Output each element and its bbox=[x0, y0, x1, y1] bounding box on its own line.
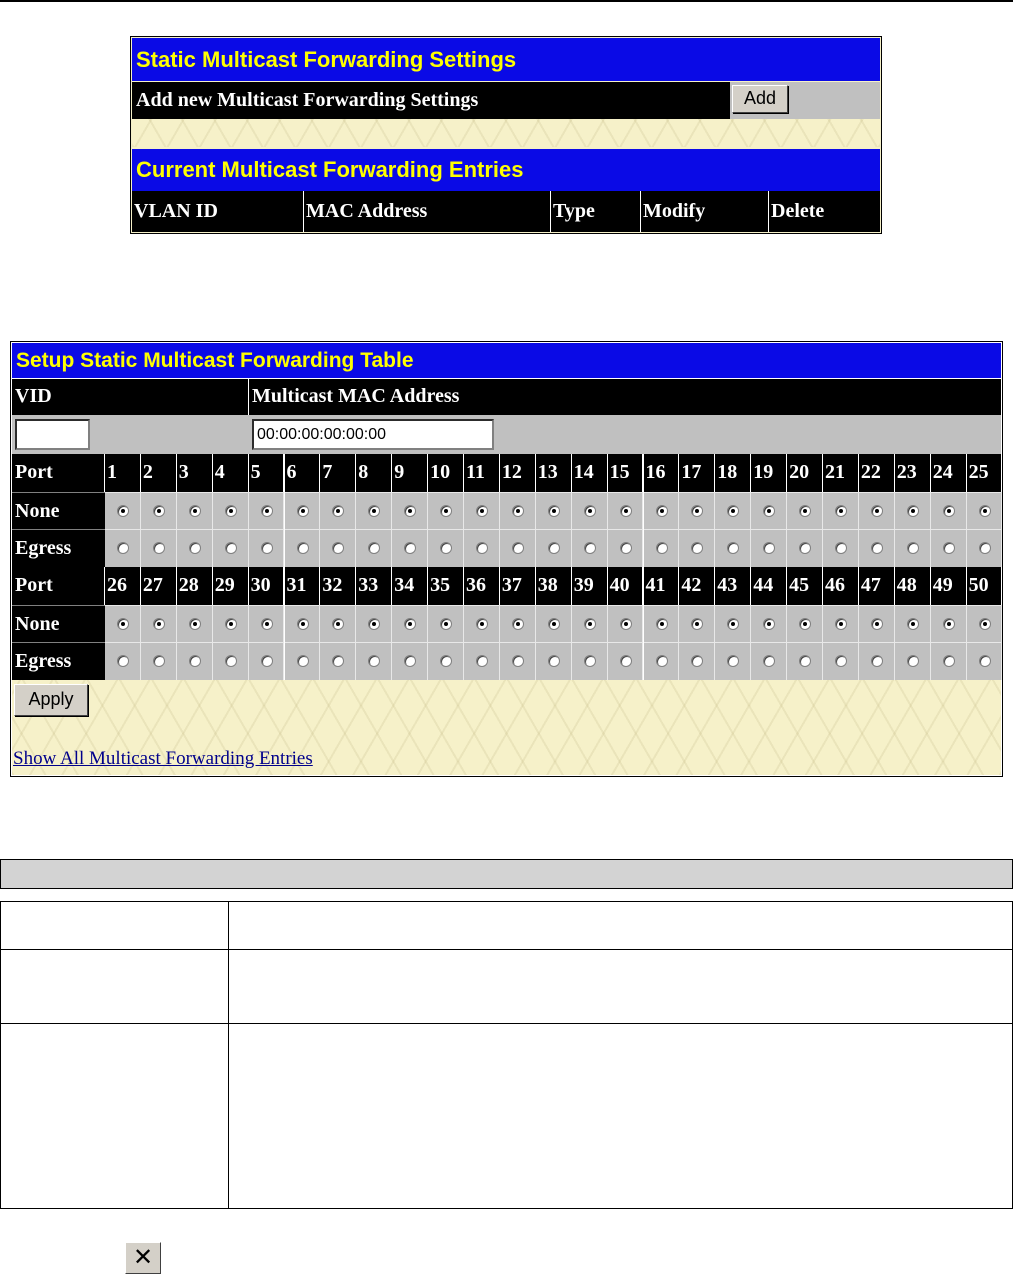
port-number: 37 bbox=[500, 567, 536, 605]
port-number: 42 bbox=[679, 567, 715, 605]
port-6-egress-radio[interactable] bbox=[297, 542, 309, 554]
port-number: 25 bbox=[967, 454, 1003, 492]
port-46-egress-radio[interactable] bbox=[835, 655, 847, 667]
port-number: 33 bbox=[356, 567, 392, 605]
port-13-none-radio[interactable] bbox=[548, 505, 560, 517]
port-12-egress-radio[interactable] bbox=[512, 542, 524, 554]
port-16-egress-radio[interactable] bbox=[656, 542, 668, 554]
port-42-none-radio[interactable] bbox=[691, 618, 703, 630]
port-number: 22 bbox=[859, 454, 895, 492]
port-number: 8 bbox=[356, 454, 392, 492]
port-37-egress-radio[interactable] bbox=[512, 655, 524, 667]
port-21-egress-radio[interactable] bbox=[835, 542, 847, 554]
port-number: 36 bbox=[464, 567, 500, 605]
port-47-egress-radio[interactable] bbox=[871, 655, 883, 667]
port-number: 28 bbox=[177, 567, 213, 605]
port-number: 41 bbox=[644, 567, 680, 605]
port-5-none-radio[interactable] bbox=[261, 505, 273, 517]
show-all-entries-link[interactable]: Show All Multicast Forwarding Entries bbox=[13, 748, 313, 769]
port-number: 34 bbox=[392, 567, 428, 605]
port-36-egress-radio[interactable] bbox=[476, 655, 488, 667]
port-48-none-radio[interactable] bbox=[907, 618, 919, 630]
col-modify: Modify bbox=[641, 191, 769, 232]
port-38-egress-radio[interactable] bbox=[548, 655, 560, 667]
port-18-none-radio[interactable] bbox=[727, 505, 739, 517]
port-27-none-radio[interactable] bbox=[153, 618, 165, 630]
port-31-none-radio[interactable] bbox=[297, 618, 309, 630]
port-number: 2 bbox=[141, 454, 177, 492]
port-number: 6 bbox=[285, 454, 321, 492]
port-number: 48 bbox=[895, 567, 931, 605]
port-number: 46 bbox=[823, 567, 859, 605]
port-12-none-radio[interactable] bbox=[512, 505, 524, 517]
add-settings-label: Add new Multicast Forwarding Settings bbox=[132, 82, 730, 119]
port-11-none-radio[interactable] bbox=[476, 505, 488, 517]
port-26-none-radio[interactable] bbox=[117, 618, 129, 630]
egress-row-label: Egress bbox=[12, 529, 105, 567]
port-31-egress-radio[interactable] bbox=[297, 655, 309, 667]
col-delete: Delete bbox=[771, 200, 825, 222]
port-number: 24 bbox=[931, 454, 967, 492]
port-9-none-radio[interactable] bbox=[404, 505, 416, 517]
port-1-egress-radio[interactable] bbox=[117, 542, 129, 554]
port-5-egress-radio[interactable] bbox=[261, 542, 273, 554]
mac-label: Multicast MAC Address bbox=[249, 379, 1001, 415]
input-row bbox=[12, 415, 1001, 454]
port-6-none-radio[interactable] bbox=[297, 505, 309, 517]
add-button-cell bbox=[730, 82, 880, 119]
apply-button[interactable]: Apply bbox=[14, 684, 88, 716]
port-number: 26 bbox=[105, 567, 141, 605]
port-15-none-radio[interactable] bbox=[620, 505, 632, 517]
port-25-none-radio[interactable] bbox=[979, 505, 991, 517]
col-type: Type bbox=[551, 191, 641, 232]
port-number: 49 bbox=[931, 567, 967, 605]
port-13-egress-radio[interactable] bbox=[548, 542, 560, 554]
port-number: 12 bbox=[500, 454, 536, 492]
port-number: 47 bbox=[859, 567, 895, 605]
port-14-none-radio[interactable] bbox=[584, 505, 596, 517]
port-37-none-radio[interactable] bbox=[512, 618, 524, 630]
port-number: 9 bbox=[392, 454, 428, 492]
port-number: 40 bbox=[608, 567, 644, 605]
port-50-none-radio[interactable] bbox=[979, 618, 991, 630]
port-number: 44 bbox=[751, 567, 787, 605]
port-1-none-radio[interactable] bbox=[117, 505, 129, 517]
port-4-none-radio[interactable] bbox=[225, 505, 237, 517]
port-22-egress-radio[interactable] bbox=[871, 542, 883, 554]
port-3-egress-radio[interactable] bbox=[189, 542, 201, 554]
port-41-egress-radio[interactable] bbox=[656, 655, 668, 667]
port-2-egress-radio[interactable] bbox=[153, 542, 165, 554]
port-40-none-radio[interactable] bbox=[620, 618, 632, 630]
port-number: 30 bbox=[249, 567, 285, 605]
panel-title: Static Multicast Forwarding Settings bbox=[132, 38, 880, 81]
port-35-egress-radio[interactable] bbox=[440, 655, 452, 667]
port-19-none-radio[interactable] bbox=[763, 505, 775, 517]
none-row-label: None bbox=[12, 605, 105, 643]
port-49-egress-radio[interactable] bbox=[943, 655, 955, 667]
entries-title: Current Multicast Forwarding Entries bbox=[132, 149, 880, 191]
port-34-none-radio[interactable] bbox=[404, 618, 416, 630]
port-26-egress-radio[interactable] bbox=[117, 655, 129, 667]
port-23-none-radio[interactable] bbox=[907, 505, 919, 517]
port-3-none-radio[interactable] bbox=[189, 505, 201, 517]
port-number: 5 bbox=[249, 454, 285, 492]
port-number: 10 bbox=[428, 454, 464, 492]
port-number: 50 bbox=[967, 567, 1003, 605]
port-4-egress-radio[interactable] bbox=[225, 542, 237, 554]
close-x-icon[interactable]: ✕ bbox=[125, 1242, 161, 1274]
port-7-none-radio[interactable] bbox=[332, 505, 344, 517]
port-48-egress-radio[interactable] bbox=[907, 655, 919, 667]
port-35-none-radio[interactable] bbox=[440, 618, 452, 630]
port-45-egress-radio[interactable] bbox=[799, 655, 811, 667]
port-46-none-radio[interactable] bbox=[835, 618, 847, 630]
port-25-egress-radio[interactable] bbox=[979, 542, 991, 554]
port-number: 7 bbox=[320, 454, 356, 492]
port-29-none-radio[interactable] bbox=[225, 618, 237, 630]
port-49-none-radio[interactable] bbox=[943, 618, 955, 630]
port-14-egress-radio[interactable] bbox=[584, 542, 596, 554]
top-rule bbox=[0, 0, 1013, 2]
port-10-egress-radio[interactable] bbox=[440, 542, 452, 554]
vid-input[interactable] bbox=[15, 419, 90, 450]
port-number: 39 bbox=[572, 567, 608, 605]
port-number: 20 bbox=[787, 454, 823, 492]
port-17-none-radio[interactable] bbox=[691, 505, 703, 517]
setup-title: Setup Static Multicast Forwarding Table bbox=[12, 343, 1001, 378]
add-button[interactable]: Add bbox=[732, 85, 788, 113]
port-30-none-radio[interactable] bbox=[261, 618, 273, 630]
port-8-none-radio[interactable] bbox=[368, 505, 380, 517]
port-28-none-radio[interactable] bbox=[189, 618, 201, 630]
spacer bbox=[132, 119, 880, 147]
port-24-none-radio[interactable] bbox=[943, 505, 955, 517]
port-41-none-radio[interactable] bbox=[656, 618, 668, 630]
static-multicast-settings-panel bbox=[130, 36, 882, 234]
port-40-egress-radio[interactable] bbox=[620, 655, 632, 667]
port-21-none-radio[interactable] bbox=[835, 505, 847, 517]
port-row-label: Port bbox=[12, 454, 105, 492]
port-2-none-radio[interactable] bbox=[153, 505, 165, 517]
port-32-none-radio[interactable] bbox=[332, 618, 344, 630]
port-29-egress-radio[interactable] bbox=[225, 655, 237, 667]
port-28-egress-radio[interactable] bbox=[189, 655, 201, 667]
egress-row-label: Egress bbox=[12, 642, 105, 680]
port-number: 13 bbox=[536, 454, 572, 492]
port-27-egress-radio[interactable] bbox=[153, 655, 165, 667]
port-number: 19 bbox=[751, 454, 787, 492]
port-50-egress-radio[interactable] bbox=[979, 655, 991, 667]
port-39-egress-radio[interactable] bbox=[584, 655, 596, 667]
port-number: 15 bbox=[608, 454, 644, 492]
port-number: 38 bbox=[536, 567, 572, 605]
mac-address-input[interactable] bbox=[252, 419, 494, 450]
port-number: 16 bbox=[644, 454, 680, 492]
port-15-egress-radio[interactable] bbox=[620, 542, 632, 554]
port-number: 29 bbox=[213, 567, 249, 605]
port-11-egress-radio[interactable] bbox=[476, 542, 488, 554]
setup-static-multicast-panel bbox=[10, 341, 1003, 777]
port-10-none-radio[interactable] bbox=[440, 505, 452, 517]
port-number: 1 bbox=[105, 454, 141, 492]
port-row-label: Port bbox=[12, 567, 105, 605]
port-number: 3 bbox=[177, 454, 213, 492]
doc-table-header bbox=[0, 859, 1013, 889]
port-number: 17 bbox=[679, 454, 715, 492]
port-number: 27 bbox=[141, 567, 177, 605]
col-mac-address: MAC Address bbox=[304, 191, 551, 232]
port-number: 45 bbox=[787, 567, 823, 605]
port-47-none-radio[interactable] bbox=[871, 618, 883, 630]
port-number: 21 bbox=[823, 454, 859, 492]
port-number: 43 bbox=[715, 567, 751, 605]
port-number: 32 bbox=[320, 567, 356, 605]
none-row-label: None bbox=[12, 492, 105, 530]
entries-header-row bbox=[132, 191, 880, 232]
vid-label: VID bbox=[12, 379, 249, 415]
port-16-none-radio[interactable] bbox=[656, 505, 668, 517]
port-45-none-radio[interactable] bbox=[799, 618, 811, 630]
doc-table bbox=[0, 901, 1013, 1209]
col-vlan-id: VLAN ID bbox=[132, 191, 304, 232]
doc-row bbox=[1, 902, 1012, 950]
port-number: 18 bbox=[715, 454, 751, 492]
port-number: 31 bbox=[285, 567, 321, 605]
doc-row bbox=[1, 950, 1012, 1024]
port-20-none-radio[interactable] bbox=[799, 505, 811, 517]
port-33-none-radio[interactable] bbox=[368, 618, 380, 630]
port-39-none-radio[interactable] bbox=[584, 618, 596, 630]
port-number: 35 bbox=[428, 567, 464, 605]
port-44-none-radio[interactable] bbox=[763, 618, 775, 630]
port-36-none-radio[interactable] bbox=[476, 618, 488, 630]
doc-column-divider bbox=[228, 902, 229, 1208]
port-38-none-radio[interactable] bbox=[548, 618, 560, 630]
port-24-egress-radio[interactable] bbox=[943, 542, 955, 554]
port-30-egress-radio[interactable] bbox=[261, 655, 273, 667]
port-20-egress-radio[interactable] bbox=[799, 542, 811, 554]
port-number: 14 bbox=[572, 454, 608, 492]
port-23-egress-radio[interactable] bbox=[907, 542, 919, 554]
port-22-none-radio[interactable] bbox=[871, 505, 883, 517]
port-number: 4 bbox=[213, 454, 249, 492]
port-number: 23 bbox=[895, 454, 931, 492]
port-43-none-radio[interactable] bbox=[727, 618, 739, 630]
port-number: 11 bbox=[464, 454, 500, 492]
